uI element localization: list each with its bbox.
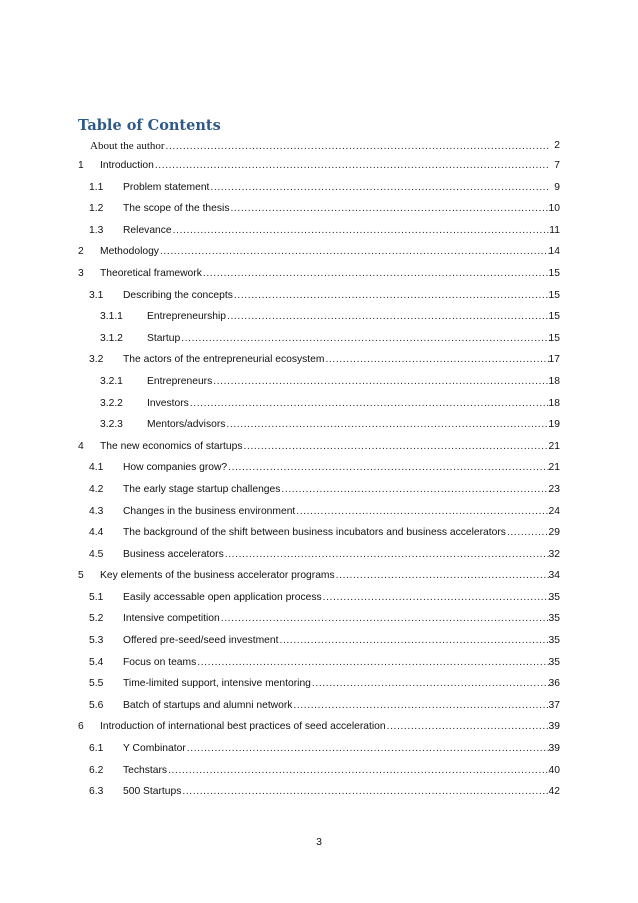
dot-leader bbox=[312, 673, 550, 695]
dot-leader bbox=[203, 263, 550, 285]
toc-entry-number: 6.2 bbox=[89, 764, 104, 776]
toc-entry[interactable] bbox=[0, 479, 638, 501]
toc-entry-text bbox=[147, 371, 550, 393]
toc-entry-title[interactable]: Key elements of the business accelerator programs bbox=[100, 565, 336, 587]
toc-entry[interactable] bbox=[0, 652, 638, 674]
toc-entry-number: 3.2.2 bbox=[100, 397, 123, 409]
toc-entry[interactable] bbox=[0, 587, 638, 609]
dot-leader bbox=[155, 155, 550, 177]
toc-entry-title[interactable]: Entrepreneurs bbox=[147, 371, 213, 393]
toc-entry-page: 15 bbox=[548, 289, 560, 301]
toc-entry-number: 1 bbox=[78, 160, 84, 171]
toc-entry-text bbox=[90, 137, 550, 156]
toc-entry-page: 35 bbox=[548, 613, 560, 625]
toc-entry-title[interactable]: Entrepreneurship bbox=[147, 306, 227, 328]
dot-leader bbox=[234, 285, 550, 307]
toc-entry-title[interactable]: Changes in the business environment bbox=[123, 501, 296, 523]
toc-entry-number: 6 bbox=[78, 721, 84, 733]
toc-list bbox=[0, 137, 638, 803]
toc-entry-number: 4.4 bbox=[89, 527, 104, 539]
toc-title: Table of Contents bbox=[78, 117, 221, 134]
toc-entry-title[interactable]: Relevance bbox=[123, 220, 173, 242]
toc-entry-page: 37 bbox=[548, 699, 560, 711]
toc-entry[interactable] bbox=[0, 673, 638, 695]
toc-entry-title[interactable]: Introduction of international best practices of seed acceleration bbox=[100, 716, 387, 738]
toc-entry[interactable] bbox=[0, 328, 638, 350]
toc-entry-text bbox=[123, 652, 550, 674]
toc-entry-page: 23 bbox=[548, 483, 560, 495]
toc-entry-number: 1.1 bbox=[89, 181, 104, 193]
toc-entry[interactable] bbox=[0, 371, 638, 393]
toc-entry-text bbox=[123, 198, 550, 220]
toc-entry-title[interactable]: Describing the concepts bbox=[123, 285, 234, 307]
dot-leader bbox=[227, 306, 550, 328]
toc-entry-title[interactable]: Problem statement bbox=[123, 177, 210, 199]
toc-entry-text bbox=[123, 630, 550, 652]
toc-entry-title[interactable]: Y Combinator bbox=[123, 738, 187, 760]
dot-leader bbox=[325, 349, 550, 371]
toc-entry-number: 4.2 bbox=[89, 483, 104, 495]
toc-entry-page: 14 bbox=[548, 246, 560, 258]
dot-leader bbox=[187, 738, 550, 760]
toc-entry-page: 15 bbox=[548, 267, 560, 279]
toc-entry-title[interactable]: Startup bbox=[147, 328, 181, 350]
toc-entry-text bbox=[100, 263, 550, 285]
toc-entry-text bbox=[123, 501, 550, 523]
toc-entry-text bbox=[147, 393, 550, 415]
toc-entry-text bbox=[100, 716, 550, 738]
toc-entry-text bbox=[147, 306, 550, 328]
toc-entry-page: 7 bbox=[554, 160, 560, 171]
toc-entry[interactable] bbox=[0, 349, 638, 371]
toc-entry-number: 6.1 bbox=[89, 743, 104, 755]
toc-entry[interactable] bbox=[0, 198, 638, 220]
toc-entry-text bbox=[123, 285, 550, 307]
dot-leader bbox=[190, 393, 550, 415]
toc-entry-title[interactable]: About the author bbox=[90, 137, 166, 155]
dot-leader bbox=[293, 695, 550, 717]
toc-entry-text bbox=[123, 544, 550, 566]
toc-entry[interactable] bbox=[0, 177, 638, 199]
toc-entry-page: 9 bbox=[554, 181, 560, 193]
toc-entry-page: 32 bbox=[548, 548, 560, 560]
toc-entry-page: 17 bbox=[548, 354, 560, 366]
toc-entry[interactable] bbox=[0, 608, 638, 630]
toc-entry-page: 35 bbox=[548, 591, 560, 603]
toc-entry-text bbox=[123, 349, 550, 371]
dot-leader bbox=[336, 565, 550, 587]
toc-entry-text bbox=[100, 436, 550, 458]
toc-entry-title[interactable]: Business accelerators bbox=[123, 544, 225, 566]
toc-entry-title[interactable]: Introduction bbox=[100, 155, 155, 177]
toc-entry[interactable] bbox=[0, 241, 638, 263]
toc-entry-number: 5.2 bbox=[89, 613, 104, 625]
toc-entry-number: 3.2 bbox=[89, 354, 104, 366]
toc-entry-text bbox=[123, 479, 550, 501]
toc-entry-page: 21 bbox=[548, 462, 560, 474]
toc-entry-number: 3 bbox=[78, 267, 84, 279]
toc-entry-number: 5.4 bbox=[89, 656, 104, 668]
toc-entry-page: 35 bbox=[548, 635, 560, 647]
toc-entry[interactable] bbox=[0, 306, 638, 328]
dot-leader bbox=[210, 177, 550, 199]
toc-entry[interactable] bbox=[0, 716, 638, 738]
toc-entry-page: 10 bbox=[548, 203, 560, 215]
toc-entry-text bbox=[147, 414, 550, 436]
toc-entry-title[interactable]: Offered pre-seed/seed investment bbox=[123, 630, 280, 652]
toc-entry-page: 39 bbox=[548, 743, 560, 755]
toc-entry-number: 4.5 bbox=[89, 548, 104, 560]
toc-entry-page: 40 bbox=[548, 764, 560, 776]
toc-entry-number: 3.2.3 bbox=[100, 419, 123, 431]
toc-entry[interactable] bbox=[0, 263, 638, 285]
toc-entry-number: 4.1 bbox=[89, 462, 104, 474]
toc-entry[interactable] bbox=[0, 565, 638, 587]
toc-entry[interactable] bbox=[0, 137, 638, 155]
toc-entry-number: 3.2.1 bbox=[100, 375, 123, 387]
dot-leader bbox=[166, 138, 550, 156]
toc-entry[interactable] bbox=[0, 738, 638, 760]
toc-entry-page: 35 bbox=[548, 656, 560, 668]
toc-entry-number: 4 bbox=[78, 440, 84, 452]
toc-entry-text bbox=[123, 738, 550, 760]
dot-leader bbox=[296, 501, 550, 523]
toc-entry-page: 36 bbox=[548, 678, 560, 690]
dot-leader bbox=[182, 781, 550, 803]
toc-entry-title[interactable]: Batch of startups and alumni network bbox=[123, 695, 293, 717]
dot-leader bbox=[226, 414, 550, 436]
toc-entry-text bbox=[123, 673, 550, 695]
toc-entry-number: 5.1 bbox=[89, 591, 104, 603]
toc-entry-title[interactable]: Methodology bbox=[100, 241, 160, 263]
dot-leader bbox=[160, 241, 550, 263]
toc-entry-page: 21 bbox=[548, 440, 560, 452]
toc-entry-number: 2 bbox=[78, 246, 84, 258]
toc-entry-number: 3.1.2 bbox=[100, 332, 123, 344]
toc-entry-page: 34 bbox=[548, 570, 560, 582]
toc-entry[interactable] bbox=[0, 695, 638, 717]
toc-entry-number: 5.5 bbox=[89, 678, 104, 690]
toc-entry-text bbox=[123, 522, 550, 544]
toc-entry[interactable] bbox=[0, 220, 638, 242]
dot-leader bbox=[197, 652, 550, 674]
toc-entry-number: 5.6 bbox=[89, 699, 104, 711]
dot-leader bbox=[213, 371, 550, 393]
toc-entry-number: 5.3 bbox=[89, 635, 104, 647]
toc-entry-number: 1.2 bbox=[89, 203, 104, 215]
toc-entry-text bbox=[123, 760, 550, 782]
dot-leader bbox=[228, 457, 550, 479]
toc-entry-number: 6.3 bbox=[89, 786, 104, 798]
toc-entry-page: 2 bbox=[554, 140, 560, 151]
toc-entry-number: 5 bbox=[78, 570, 84, 582]
dot-leader bbox=[281, 479, 550, 501]
toc-entry-title[interactable]: Easily accessable open application process bbox=[123, 587, 323, 609]
toc-entry[interactable] bbox=[0, 630, 638, 652]
toc-entry[interactable] bbox=[0, 155, 638, 177]
dot-leader bbox=[173, 220, 550, 242]
toc-entry[interactable] bbox=[0, 457, 638, 479]
toc-entry[interactable] bbox=[0, 285, 638, 307]
dot-leader bbox=[387, 716, 550, 738]
toc-entry-text bbox=[123, 457, 550, 479]
toc-entry-title[interactable]: The background of the shift between business incubators and business accelerators bbox=[123, 522, 507, 544]
toc-entry-text bbox=[100, 155, 550, 177]
toc-entry-title[interactable]: The scope of the thesis bbox=[123, 198, 230, 220]
toc-entry-text bbox=[147, 328, 550, 350]
page-number: 3 bbox=[316, 836, 322, 848]
toc-entry[interactable] bbox=[0, 544, 638, 566]
toc-entry-page: 39 bbox=[548, 721, 560, 733]
toc-entry-number: 3.1.1 bbox=[100, 311, 123, 323]
toc-entry[interactable] bbox=[0, 781, 638, 803]
toc-entry-title[interactable]: Investors bbox=[147, 393, 190, 415]
toc-entry-text bbox=[123, 695, 550, 717]
toc-entry[interactable] bbox=[0, 760, 638, 782]
toc-entry-page: 15 bbox=[548, 311, 560, 323]
toc-entry-page: 19 bbox=[548, 419, 560, 431]
toc-entry-number: 4.3 bbox=[89, 505, 104, 517]
toc-entry-page: 15 bbox=[548, 332, 560, 344]
toc-entry-title[interactable]: Time-limited support, intensive mentoring bbox=[123, 673, 312, 695]
toc-entry-page: 24 bbox=[548, 505, 560, 517]
toc-entry-title[interactable]: Focus on teams bbox=[123, 652, 197, 674]
toc-entry[interactable] bbox=[0, 522, 638, 544]
dot-leader bbox=[280, 630, 551, 652]
toc-entry-text bbox=[123, 608, 550, 630]
toc-entry-number: 1.3 bbox=[89, 224, 104, 236]
dot-leader bbox=[323, 587, 550, 609]
dot-leader bbox=[225, 544, 550, 566]
toc-entry-title[interactable]: How companies grow? bbox=[123, 457, 228, 479]
toc-entry-title[interactable]: Intensive competition bbox=[123, 608, 221, 630]
toc-entry-title[interactable]: The new economics of startups bbox=[100, 436, 244, 458]
dot-leader bbox=[168, 760, 550, 782]
dot-leader bbox=[507, 522, 550, 544]
toc-entry-page: 42 bbox=[548, 786, 560, 798]
toc-entry-title[interactable]: 500 Startups bbox=[123, 781, 182, 803]
toc-entry-text bbox=[100, 565, 550, 587]
dot-leader bbox=[244, 436, 550, 458]
toc-entry-number: 3.1 bbox=[89, 289, 104, 301]
dot-leader bbox=[230, 198, 550, 220]
dot-leader bbox=[181, 328, 550, 350]
toc-entry-text bbox=[123, 220, 550, 242]
toc-entry-page: 18 bbox=[548, 397, 560, 409]
toc-entry-text bbox=[123, 587, 550, 609]
toc-entry-title[interactable]: Theoretical framework bbox=[100, 263, 203, 285]
toc-entry[interactable] bbox=[0, 501, 638, 523]
toc-entry[interactable] bbox=[0, 393, 638, 415]
toc-entry-text bbox=[123, 177, 550, 199]
toc-entry-page: 11 bbox=[549, 224, 560, 236]
toc-entry-page: 18 bbox=[548, 375, 560, 387]
toc-entry[interactable] bbox=[0, 436, 638, 458]
dot-leader bbox=[221, 608, 550, 630]
toc-entry-text bbox=[123, 781, 550, 803]
toc-entry-title[interactable]: Techstars bbox=[123, 760, 168, 782]
toc-entry-page: 29 bbox=[548, 527, 560, 539]
toc-entry-title[interactable]: Mentors/advisors bbox=[147, 414, 226, 436]
toc-entry-title[interactable]: The actors of the entrepreneurial ecosystem bbox=[123, 349, 325, 371]
toc-entry[interactable] bbox=[0, 414, 638, 436]
toc-entry-title[interactable]: The early stage startup challenges bbox=[123, 479, 281, 501]
toc-entry-text bbox=[100, 241, 550, 263]
